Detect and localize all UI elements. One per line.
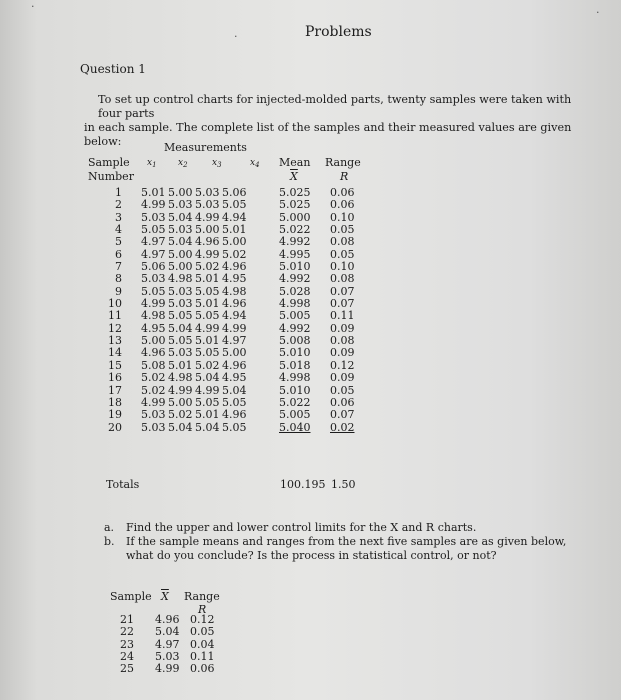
mean-cell: 5.008	[279, 334, 311, 348]
question-b-text: If the sample means and ranges from the next five samples are as given below, what do you conclude? Is the process in statistical control, or not?	[126, 535, 567, 562]
measurements-cell: 5.08 5.01 5.02 4.96	[141, 358, 247, 372]
x4-header: $x_4$	[250, 158, 260, 169]
range-cell: 0.09	[330, 346, 355, 360]
range-cell: 0.06	[190, 662, 215, 676]
mean-column	[279, 187, 311, 434]
range-cell: 0.05	[330, 383, 355, 397]
sample-header: Sample	[88, 156, 130, 169]
mean-cell: 4.992	[279, 272, 311, 286]
speck-mark: ·	[234, 30, 238, 43]
xbar-header-2: $\overline{X}$	[161, 590, 169, 603]
range-header: Range	[325, 156, 361, 169]
measurements-column	[141, 187, 246, 434]
mean-cell: 5.010	[279, 383, 311, 397]
measurements-cell: 5.05 5.03 5.05 4.98	[141, 284, 247, 298]
range-cell: 0.11	[330, 309, 355, 323]
sample-number-cell: 7	[115, 260, 122, 274]
mean-cell: 5.04	[155, 625, 180, 639]
question-b-label: b.	[104, 535, 115, 548]
table2-range-column	[190, 614, 215, 676]
intro-line-2: in each sample. The complete list of the samples and their measured values are given below:	[84, 121, 572, 148]
question-b	[104, 535, 574, 563]
range-cell: 0.02	[330, 420, 355, 434]
mean-cell: 4.992	[279, 321, 311, 335]
totals-label: Totals	[106, 478, 140, 491]
mean-cell: 5.005	[279, 408, 311, 422]
measurements-cell: 4.97 5.00 4.99 5.02	[141, 247, 247, 261]
sample-number-cell: 5	[115, 235, 122, 249]
sample-number-cell: 14	[108, 346, 122, 360]
mean-symbol: $\overline{X}$	[290, 170, 298, 183]
range-cell: 0.05	[330, 247, 355, 261]
measurements-cell: 5.03 5.04 5.04 5.05	[141, 420, 247, 434]
sample-number-cell: 13	[108, 334, 122, 348]
range-cell: 0.07	[330, 297, 355, 311]
question-a-label: a.	[104, 521, 115, 534]
range-cell: 0.06	[330, 395, 355, 409]
mean-cell: 4.97	[155, 637, 180, 651]
mean-cell: 5.005	[279, 309, 311, 323]
measurements-cell: 4.98 5.05 5.05 4.94	[141, 309, 247, 323]
corner-mark: .	[31, 0, 35, 10]
mean-cell: 5.022	[279, 395, 311, 409]
total-mean: 100.195	[280, 478, 326, 491]
range-cell: 0.12	[190, 613, 215, 626]
sample-number-cell: 11	[108, 309, 122, 323]
mean-cell: 5.010	[279, 346, 311, 360]
mean-cell: 4.992	[279, 235, 311, 249]
mean-cell: 5.018	[279, 358, 311, 372]
mean-cell: 4.998	[279, 371, 311, 385]
table2-sample-column	[112, 614, 134, 676]
mean-cell: 5.010	[279, 260, 311, 274]
sample-number-cell: 24	[120, 650, 134, 664]
measurements-cell: 5.00 5.05 5.01 4.97	[141, 334, 247, 348]
range-symbol: R	[340, 170, 349, 183]
total-range: 1.50	[331, 478, 356, 491]
sample-number-cell: 3	[115, 210, 122, 224]
sample-number-cell: 23	[120, 637, 134, 651]
page-title: Problems	[305, 24, 372, 40]
measurements-cell: 5.03 5.04 4.99 4.94	[141, 210, 247, 224]
sample-number-cell: 2	[115, 198, 122, 212]
sample-number-cell: 9	[115, 284, 122, 298]
edge-mark: ·	[596, 6, 600, 19]
range-cell: 0.10	[330, 210, 355, 224]
measurements-cell: 5.03 4.98 5.01 4.95	[141, 272, 247, 286]
sample-number-cell: 8	[115, 272, 122, 286]
measurements-cell: 5.03 5.02 5.01 4.96	[141, 408, 247, 422]
mean-cell: 5.022	[279, 223, 311, 237]
measurements-cell: 4.95 5.04 4.99 4.99	[141, 321, 247, 335]
measurements-cell: 5.02 4.99 4.99 5.04	[141, 383, 247, 397]
measurements-cell: 4.99 5.03 5.03 5.05	[141, 198, 247, 212]
questions-list	[104, 521, 574, 563]
measurements-cell: 5.05 5.03 5.00 5.01	[141, 223, 247, 237]
sample-number-cell: 19	[108, 408, 122, 422]
range-cell: 0.04	[190, 637, 215, 651]
number-header: Number	[88, 170, 134, 183]
sample-header-2: Sample	[110, 590, 152, 603]
measurements-cell: 5.01 5.00 5.03 5.06	[141, 186, 247, 199]
sample-number-cell: 16	[108, 371, 122, 385]
sample-number-column	[100, 187, 122, 434]
range-cell: 0.07	[330, 284, 355, 298]
range-cell: 0.05	[330, 223, 355, 237]
sample-number-cell: 6	[115, 247, 122, 261]
mean-cell: 4.998	[279, 297, 311, 311]
range-header-2: Range	[184, 590, 220, 603]
sample-number-cell: 10	[108, 297, 122, 311]
sample-number-cell: 12	[108, 321, 122, 335]
mean-cell: 5.040	[279, 420, 311, 434]
range-cell: 0.08	[330, 272, 355, 286]
range-cell: 0.08	[330, 235, 355, 249]
range-cell: 0.09	[330, 371, 355, 385]
sample-number-cell: 4	[115, 223, 122, 237]
question-a-text: Find the upper and lower control limits for the X and R charts.	[126, 521, 477, 534]
mean-cell: 5.028	[279, 284, 311, 298]
mean-cell: 5.025	[279, 198, 311, 212]
mean-cell: 5.025	[279, 186, 311, 199]
sample-number-cell: 1	[115, 186, 122, 199]
measurements-cell: 4.96 5.03 5.05 5.00	[141, 346, 247, 360]
intro-line-1: To set up control charts for injected-molded parts, twenty samples were taken with four parts	[98, 93, 572, 120]
mean-header: Mean	[279, 156, 311, 169]
x1-header: $x_1$	[147, 158, 157, 169]
intro-paragraph	[84, 93, 584, 149]
sample-number-cell: 20	[108, 420, 122, 434]
range-symbol-2: R	[198, 603, 207, 616]
sample-number-cell: 15	[108, 358, 122, 372]
sample-number-cell: 17	[108, 383, 122, 397]
measurements-cell: 4.97 5.04 4.96 5.00	[141, 235, 247, 249]
sample-number-cell: 22	[120, 625, 134, 639]
measurements-cell: 4.99 5.03 5.01 4.96	[141, 297, 247, 311]
measurements-cell: 5.06 5.00 5.02 4.96	[141, 260, 247, 274]
mean-cell: 4.99	[155, 662, 180, 676]
range-cell: 0.11	[190, 650, 215, 664]
sample-number-cell: 25	[120, 662, 134, 676]
mean-cell: 4.96	[155, 613, 180, 626]
question-label: Question 1	[80, 62, 146, 76]
question-a	[104, 521, 574, 535]
x2-header: $x_2$	[178, 158, 188, 169]
sample-number-cell: 18	[108, 395, 122, 409]
range-cell: 0.07	[330, 408, 355, 422]
mean-cell: 4.995	[279, 247, 311, 261]
range-cell: 0.10	[330, 260, 355, 274]
range-cell: 0.12	[330, 358, 355, 372]
mean-cell: 5.03	[155, 650, 180, 664]
measurements-header: Measurements	[164, 141, 247, 154]
mean-cell: 5.000	[279, 210, 311, 224]
range-column	[330, 187, 355, 434]
range-cell: 0.06	[330, 198, 355, 212]
table2-mean-column	[155, 614, 180, 676]
range-cell: 0.09	[330, 321, 355, 335]
x3-header: $x_3$	[212, 158, 222, 169]
sample-number-cell: 21	[120, 613, 134, 626]
range-cell: 0.08	[330, 334, 355, 348]
measurements-cell: 4.99 5.00 5.05 5.05	[141, 395, 247, 409]
range-cell: 0.05	[190, 625, 215, 639]
measurements-cell: 5.02 4.98 5.04 4.95	[141, 371, 247, 385]
range-cell: 0.06	[330, 186, 355, 199]
